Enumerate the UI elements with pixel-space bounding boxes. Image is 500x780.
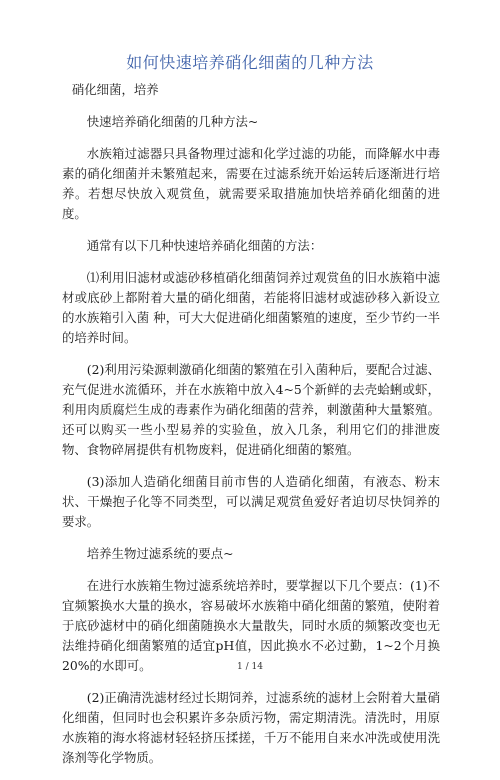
document-body [62, 80, 440, 780]
page-number: 1 / 14 [237, 662, 263, 672]
key-points-heading-paragraph: 培养生物过滤系统的要点~ [86, 546, 234, 561]
document-title: 如何快速培养硝化细菌的几种方法 [126, 53, 374, 72]
intro-paragraph: 水族箱过滤器只具备物理过滤和化学过滤的功能，而降解水中毒素的硝化细菌并未繁殖起来，需要在过滤系统开始运转后逐渐进行培养。若想尽快放入观赏鱼，就需要采取措施加快培养硝化细菌的进度。 [62, 146, 440, 221]
key-point-2-paragraph: (2)正确清洗滤材经过长期饲养，过滤系统的滤材上会附着大量硝化细菌，但同时也会积累许多杂质污物，需定期清洗。清洗时，用原水族箱的海水将滤材轻轻挤压揉搓，千万不能用自来水冲洗或使用洗涤剂等化学物质。 [62, 690, 440, 765]
methods-heading-paragraph: 通常有以下几种快速培养硝化细菌的方法： [86, 238, 323, 253]
subtitle-paragraph: 快速培养硝化细菌的几种方法~ [86, 114, 259, 129]
key-point-1-paragraph: 在进行水族箱生物过滤系统培养时，要掌握以下几个要点：(1)不宜频繁换水大量的换水，容易破坏水族箱中硝化细菌的繁殖，使附着于底砂滤材中的硝化细菌随换水大量散失，同时水质的频繁改变也无法维持硝化细菌繁殖的适宜pH值，因此换水不必过勤，1~2个月换20%的水即可。 [62, 578, 440, 673]
method-1-paragraph: ⑴利用旧滤材或滤砂移植硝化细菌饲养过观赏鱼的旧水族箱中滤材或底砂上都附着大量的硝化细菌，若能将旧滤材或滤砂移入新设立的水族箱引入菌 种，可大大促进硝化细菌繁殖的速度，至少节约一半的培养时间。 [62, 270, 440, 345]
method-3-paragraph: (3)添加人造硝化细菌目前市售的人造硝化细菌，有液态、粉末状、干燥抱子化等不同类型，可以满足观赏鱼爱好者迫切尽快饲养的要求。 [62, 474, 440, 529]
method-2-paragraph: (2)利用污染源刺激硝化细菌的繁殖在引入菌种后，要配合过滤、充气促进水流循环，并在水族箱中放入4~5个新鲜的去壳蛤蜊或虾，利用肉质腐烂生成的毒素作为硝化细菌的营养，刺激菌种大量繁殖。还可以购买一些小型易养的实验鱼，放入几条，利用它们的排泄废物、食物碎屑提供有机物废料，促进硝化细菌的繁殖。 [62, 362, 440, 457]
keywords-line: 硝化细菌，培养 [71, 82, 159, 97]
